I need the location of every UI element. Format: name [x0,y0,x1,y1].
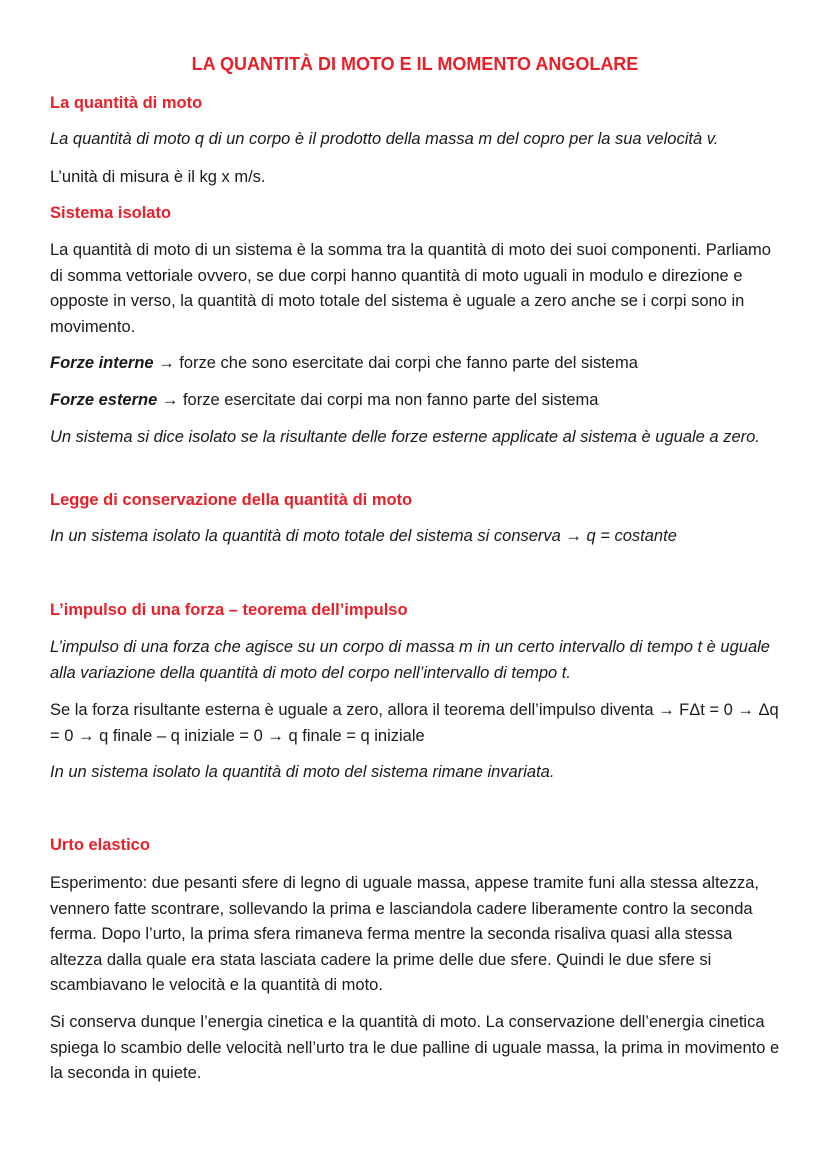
impulso-conclusion: In un sistema isolato la quantità di moto del sistema rimane invariata. [50,763,555,781]
forze-esterne-line [50,388,780,414]
forze-interne-desc: → forze che sono esercitate dai corpi che fanno parte del sistema [158,354,638,372]
quantita-definition: La quantità di moto q di un corpo è il prodotto della massa m del copro per la sua velocità v. [50,130,719,148]
urto-experiment: Esperimento: due pesanti sfere di legno di uguale massa, appese tramite funi alla stessa altezza, vennero fatte scontrare, sollevando la prima e lasciandola cadere liberamente contro la seconda ferma. Dopo l’urto, la prima sfera rimaneva ferma mentre la seconda risaliva quasi alla stessa altezza dalla quale era stata lasciata cadere la prime delle due sfere. Quindi le due sfere si scambiavano le velocità e la quantità di moto. [50,874,759,994]
conservazione-statement: In un sistema isolato la quantità di moto totale del sistema si conserva → q = costante [50,527,677,545]
forze-esterne-term: Forze esterne [50,391,158,409]
quantita-unit: L’unità di misura è il kg x m/s. [50,168,266,186]
forze-interne-term: Forze interne [50,354,154,372]
heading-urto-elastico: Urto elastico [50,836,150,854]
impulso-definition: L’impulso di una forza che agisce su un corpo di massa m in un certo intervallo di tempo t è uguale alla variazione della quantità di moto del corpo nell’intervallo di tempo t. [50,638,770,682]
impulso-consequence: Se la forza risultante esterna è uguale a zero, allora il teorema dell’impulso diventa → FΔt = 0 → Δq = 0 → q finale – q iniziale = 0 → q finale = q iniziale [50,701,779,745]
heading-impulso: L’impulso di una forza – teorema dell’impulso [50,601,408,619]
heading-quantita: La quantità di moto [50,94,203,112]
isolato-definition: Un sistema si dice isolato se la risultante delle forze esterne applicate al sistema è uguale a zero. [50,428,760,446]
heading-conservazione: Legge di conservazione della quantità di moto [50,491,413,509]
urto-conclusion: Si conserva dunque l’energia cinetica e la quantità di moto. La conservazione dell’energia cinetica spiega lo scambio delle velocità nell’urto tra le due palline di uguale massa, la prima in movimento e la seconda in quiete. [50,1013,780,1082]
isolato-paragraph: La quantità di moto di un sistema è la somma tra la quantità di moto dei suoi componenti. Parliamo di somma vettoriale ovvero, se due corpi hanno quantità di moto uguali in modulo e direzione e opposte in verso, la quantità di moto totale del sistema è uguale a zero anche se i corpi sono in movimento. [50,241,771,336]
forze-interne-line [50,351,780,377]
forze-esterne-desc: → forze esercitate dai corpi ma non fanno parte del sistema [161,391,599,409]
page-title: LA QUANTITÀ DI MOTO E IL MOMENTO ANGOLARE [191,54,639,74]
heading-sistema-isolato: Sistema isolato [50,204,172,222]
